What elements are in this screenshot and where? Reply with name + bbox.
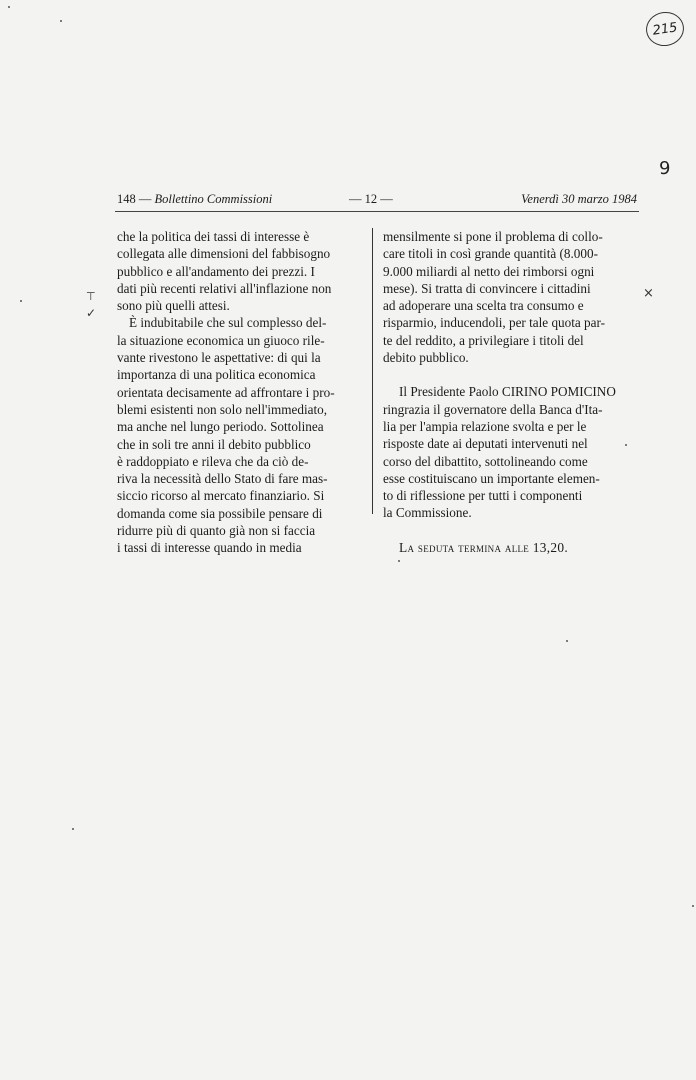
- text-line: siccio ricorso al mercato finanziario. Si: [117, 488, 325, 504]
- scan-speck: [566, 640, 568, 642]
- text-line: corso del dibattito, sottolineando come: [383, 453, 588, 469]
- checkmark-icon: ✓: [86, 306, 97, 320]
- text-line: riva la necessità dello Stato di fare mas-: [117, 471, 328, 487]
- scan-speck: [60, 20, 62, 22]
- right-column: [383, 228, 637, 556]
- text-line: che la politica dei tassi di interesse è: [117, 229, 310, 244]
- text-line: te del reddito, a privilegiare i titoli del: [383, 332, 584, 348]
- text-line: importanza di una politica economica: [117, 367, 316, 383]
- text-line: esse costituiscano un importante elemen-: [383, 470, 600, 486]
- text-line: vante rivestono le aspettative: di qui la: [117, 350, 321, 366]
- text-line: dati più recenti relativi all'inflazione non: [117, 280, 332, 296]
- header-rule: [115, 211, 639, 212]
- text-line: pubblico e all'andamento dei prezzi. I: [117, 263, 315, 279]
- text-line: ad adoperare una scelta tra consumo e: [383, 298, 584, 314]
- scan-speck: [72, 828, 74, 830]
- text-line: risparmio, inducendoli, per tale quota par-: [383, 315, 606, 331]
- scan-speck: [692, 905, 694, 907]
- publication-title: Bollettino Commissioni: [154, 192, 273, 206]
- header-dash: —: [138, 192, 152, 206]
- text-line: domanda come sia possibile pensare di: [117, 505, 323, 521]
- text-line: ridurre più di quanto già non si faccia: [117, 523, 316, 539]
- text-line: blemi esistenti non solo nell'immediato,: [117, 401, 328, 417]
- text-line: care titoli in così grande quantità (8.000-: [383, 246, 598, 262]
- page-number: 148: [117, 192, 136, 206]
- text-line: sono più quelli attesi.: [117, 298, 230, 314]
- header-left: [117, 192, 272, 207]
- column-divider: [372, 228, 373, 514]
- paragraph-gap: [383, 366, 637, 383]
- text-line: la situazione economica un giuoco rile-: [117, 332, 325, 348]
- text-line: ma anche nel lungo periodo. Sottolinea: [117, 419, 324, 435]
- text-line: ringrazia il governatore della Banca d'Ita-: [383, 401, 603, 417]
- text-line: risposte date ai deputati intervenuti nel: [383, 436, 588, 452]
- margin-mark-icon: ⊤: [86, 290, 96, 303]
- text-line: mensilmente si pone il problema di collo-: [383, 229, 603, 244]
- section-number: — 12 —: [349, 192, 393, 206]
- paragraph-gap: [383, 522, 637, 539]
- text-line: lia per l'ampia relazione svolta e per le: [383, 418, 587, 434]
- scan-speck: [20, 300, 22, 302]
- text-line: la Commissione.: [383, 505, 472, 521]
- scan-speck: [398, 560, 400, 562]
- left-column: [117, 228, 364, 557]
- margin-number: 9: [659, 158, 671, 179]
- cross-mark-icon: ×: [643, 286, 654, 301]
- header-date: Venerdì 30 marzo 1984: [521, 192, 637, 206]
- text-line: Il Presidente Paolo CIRINO POMICINO: [399, 384, 616, 400]
- text-line: che in soli tre anni il debito pubblico: [117, 436, 311, 452]
- text-line: è raddoppiato e rileva che da ciò de-: [117, 453, 309, 469]
- text-line: 9.000 miliardi al netto dei rimborsi ogni: [383, 263, 595, 279]
- page-stamp: 215: [644, 10, 686, 49]
- text-line: i tassi di interesse quando in media: [117, 540, 302, 556]
- scan-speck: [8, 6, 10, 8]
- text-line: collegata alle dimensioni del fabbisogno: [117, 246, 331, 262]
- running-header: [117, 192, 637, 210]
- text-line: È indubitabile che sul complesso del-: [129, 315, 327, 331]
- text-line: mese). Si tratta di convincere i cittadini: [383, 280, 591, 296]
- scan-speck: [625, 444, 627, 446]
- text-line: to di riflessione per tutti i componenti: [383, 488, 583, 504]
- text-line: orientata decisamente ad affrontare i pro-: [117, 384, 335, 400]
- text-line: debito pubblico.: [383, 350, 469, 366]
- closing-line: La seduta termina alle 13,20.: [399, 539, 569, 555]
